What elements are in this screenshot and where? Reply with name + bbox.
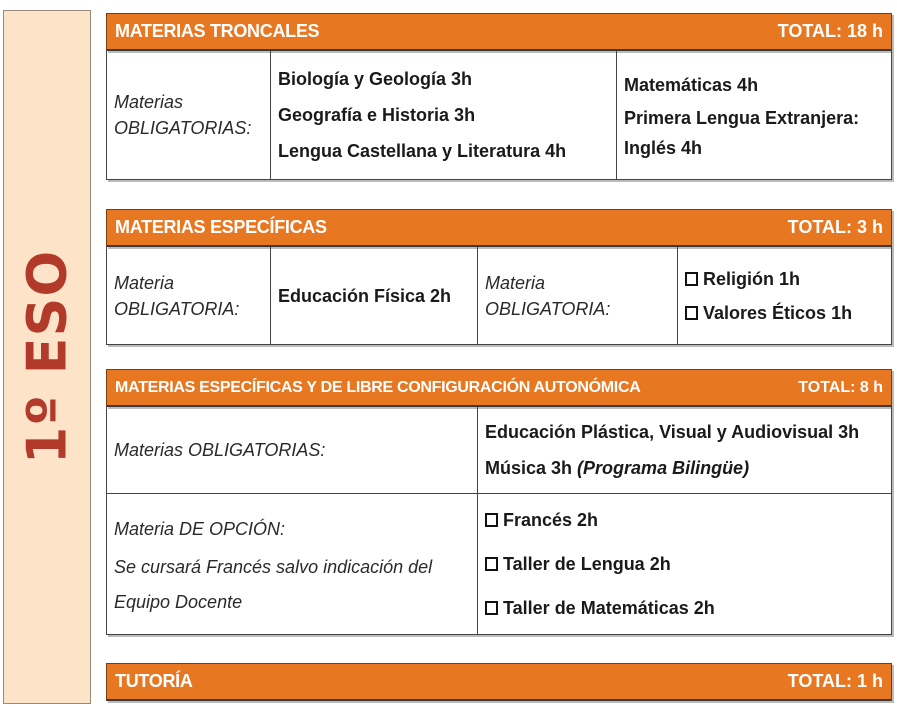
especificas-label1-cell — [107, 247, 271, 344]
option-frances[interactable] — [485, 498, 884, 542]
subject-plastica: Educación Plástica, Visual y Audiovisual 3h — [485, 422, 860, 442]
especificas-body — [106, 247, 892, 345]
tutoria-section — [106, 663, 892, 701]
subject-lengua: Lengua Castellana y Literatura 4h — [278, 141, 567, 161]
especificas-subject-cell — [271, 247, 478, 344]
troncales-col1 — [271, 51, 617, 179]
troncales-col2 — [617, 51, 891, 179]
subject-educacion-fisica: Educación Física 2h — [278, 285, 452, 306]
troncales-section — [106, 13, 892, 180]
option-taller-lengua[interactable] — [485, 542, 884, 586]
especificas-options-cell — [678, 247, 891, 344]
especificas-label1-line1: Materia — [114, 272, 175, 293]
libre-oblig-subjects — [478, 407, 891, 493]
libre-opcion-label-cell — [107, 494, 478, 634]
especificas-header — [106, 209, 892, 247]
option-taller-lengua-label: Taller de Lengua 2h — [503, 554, 671, 574]
subject-matematicas: Matemáticas 4h — [624, 75, 759, 95]
troncales-label-line1: Materias — [114, 92, 184, 112]
especificas-section — [106, 209, 892, 345]
troncales-header — [106, 13, 892, 51]
libre-oblig-label-cell — [107, 407, 478, 493]
libre-opcion-label-line2: Se cursará Francés salvo indicación del — [114, 557, 433, 577]
especificas-title: MATERIAS ESPECÍFICAS — [115, 217, 327, 237]
subject-ingles: Inglés 4h — [624, 138, 703, 158]
option-taller-matematicas[interactable] — [485, 586, 884, 630]
course-label: 1º ESO — [15, 249, 79, 465]
subject-lengua-extranjera: Primera Lengua Extranjera: — [624, 108, 860, 128]
subject-geografia: Geografía e Historia 3h — [278, 105, 476, 125]
troncales-label-cell — [107, 51, 271, 179]
libre-opcion-label-line1: Materia DE OPCIÓN: — [114, 519, 286, 539]
troncales-total: TOTAL: 18 h — [777, 21, 883, 41]
checkbox-icon[interactable] — [485, 513, 498, 527]
option-taller-matematicas-label: Taller de Matemáticas 2h — [503, 598, 715, 618]
option-religion-label: Religión 1h — [703, 268, 801, 289]
tutoria-total: TOTAL: 1 h — [787, 671, 883, 691]
troncales-body — [106, 51, 892, 180]
troncales-label-line2: OBLIGATORIAS: — [114, 118, 252, 138]
subject-biologia: Biología y Geología 3h — [278, 69, 473, 89]
libre-header — [106, 369, 892, 407]
especificas-label1-line2: OBLIGATORIA: — [114, 298, 240, 319]
libre-oblig-row — [107, 407, 891, 493]
especificas-total: TOTAL: 3 h — [787, 217, 883, 237]
option-religion[interactable] — [685, 262, 884, 296]
option-valores-eticos-label: Valores Éticos 1h — [703, 302, 853, 323]
checkbox-icon[interactable] — [685, 306, 698, 320]
libre-title: MATERIAS ESPECÍFICAS Y DE LIBRE CONFIGURACIÓN AUTONÓMICA — [115, 378, 641, 396]
especificas-label2-cell — [478, 247, 678, 344]
especificas-label2-line1: Materia — [485, 272, 546, 293]
tutoria-header — [106, 663, 892, 701]
option-valores-eticos[interactable] — [685, 296, 884, 330]
libre-opcion-label-line3: Equipo Docente — [114, 592, 243, 612]
tutoria-title: TUTORÍA — [115, 671, 193, 691]
course-sidebar — [3, 10, 91, 704]
libre-total: TOTAL: 8 h — [798, 378, 883, 396]
troncales-title: MATERIAS TRONCALES — [115, 21, 320, 41]
subject-musica: Música 3h — [485, 458, 573, 478]
option-frances-label: Francés 2h — [503, 510, 599, 530]
libre-section — [106, 369, 892, 635]
libre-opcion-row — [107, 493, 891, 634]
subject-musica-note: (Programa Bilingüe) — [577, 458, 750, 478]
libre-opcion-options — [478, 494, 891, 634]
libre-body — [106, 407, 892, 635]
subject-musica-line — [485, 450, 884, 486]
libre-oblig-label: Materias OBLIGATORIAS: — [114, 440, 326, 460]
checkbox-icon[interactable] — [485, 601, 498, 615]
especificas-label2-line2: OBLIGATORIA: — [485, 298, 611, 319]
checkbox-icon[interactable] — [685, 272, 698, 286]
checkbox-icon[interactable] — [485, 557, 498, 571]
